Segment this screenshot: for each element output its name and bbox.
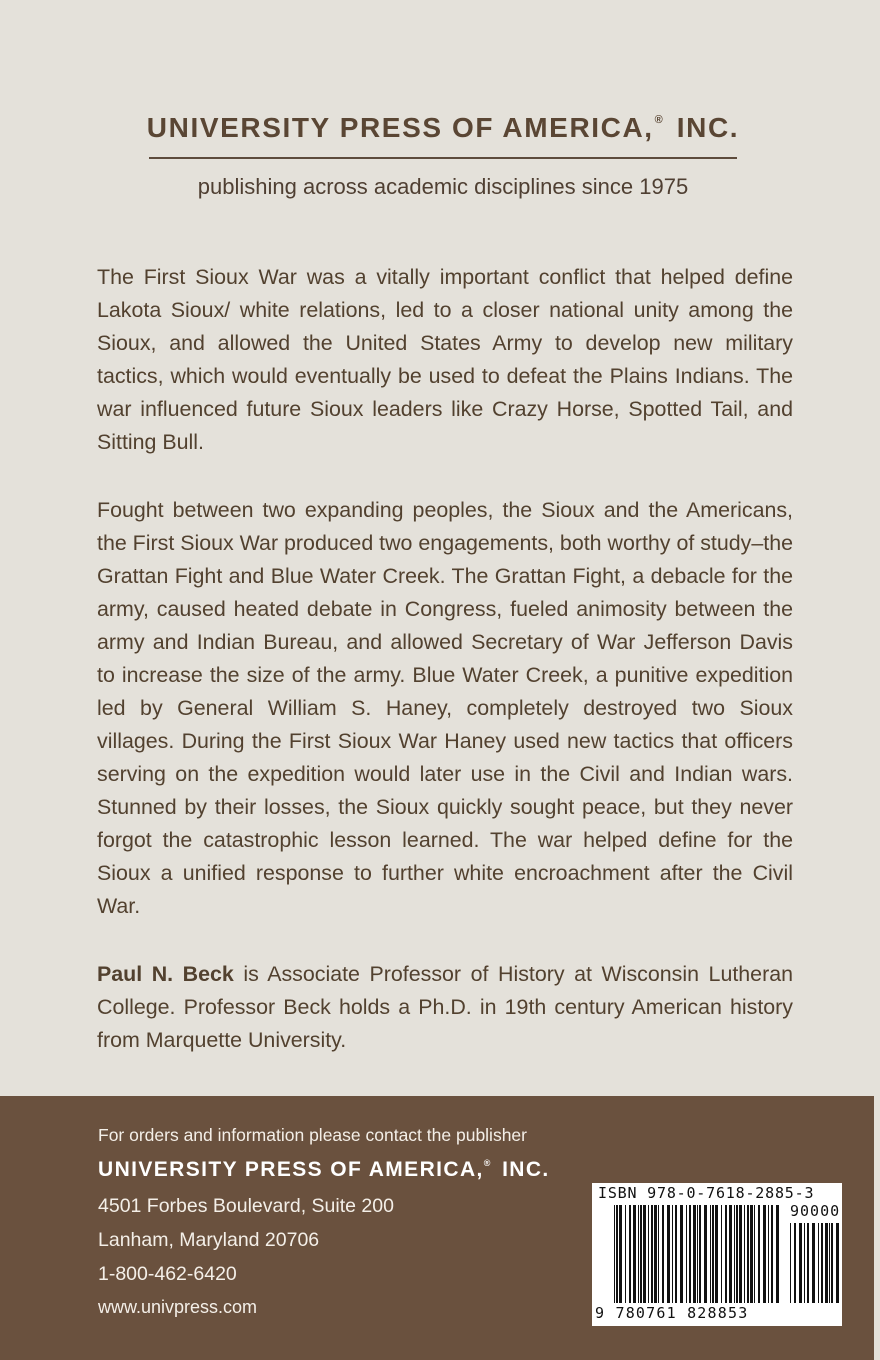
barcode-bar <box>825 1223 828 1303</box>
barcode-bar <box>704 1205 707 1303</box>
barcode-bar <box>648 1205 649 1303</box>
publisher-name: UNIVERSITY PRESS OF AMERICA, <box>146 112 654 143</box>
barcode-bar <box>710 1205 711 1303</box>
ean-digits: 9 780761 828853 <box>595 1304 749 1322</box>
barcode-bar <box>712 1205 714 1303</box>
barcode-bar <box>619 1205 622 1303</box>
publisher-suffix: INC. <box>676 112 740 143</box>
barcode-bar <box>804 1223 805 1303</box>
address-line-1: 4501 Forbes Boulevard, Suite 200 <box>98 1195 394 1217</box>
barcode-bar <box>675 1205 677 1303</box>
barcode-bar <box>699 1205 701 1303</box>
barcode-bar <box>734 1205 735 1303</box>
barcode-bar <box>768 1205 769 1303</box>
barcode-bar <box>747 1205 749 1303</box>
title-divider <box>149 157 737 159</box>
barcode-bar <box>750 1205 753 1303</box>
barcode-bar <box>729 1205 732 1303</box>
isbn-barcode <box>592 1183 842 1326</box>
footer-registered-mark: ® <box>483 1158 492 1168</box>
barcode-bar <box>818 1223 819 1303</box>
phone-number: 1-800-462-6420 <box>98 1263 237 1285</box>
barcode-bar <box>629 1205 631 1303</box>
barcode-bar <box>758 1205 760 1303</box>
barcode-bar <box>672 1205 673 1303</box>
barcode-bar <box>689 1205 691 1303</box>
barcode-bar <box>640 1205 642 1303</box>
barcode-bar <box>776 1205 779 1303</box>
barcode-bar <box>744 1205 745 1303</box>
description-paragraph-1: The First Sioux War was a vitally important conflict that helped define Lakota Sioux/ white relations, led to a closer national unity among the Sioux, and allowed the United States Army to develop new military tactics, which would eventually be used to defeat the Plains Indians. The war influenced future Sioux leaders like Crazy Horse, Spotted Tail, and Sitting Bull. <box>97 265 793 454</box>
footer-publisher-name <box>98 1158 550 1182</box>
barcode-bar <box>799 1223 802 1303</box>
footer-publisher-suffix: INC. <box>502 1158 550 1181</box>
barcode-bar <box>658 1205 659 1303</box>
barcode-bar <box>812 1223 815 1303</box>
barcode-bar <box>633 1205 636 1303</box>
barcode-bar <box>725 1205 727 1303</box>
barcode-bar <box>836 1223 839 1303</box>
barcode-bar <box>680 1205 683 1303</box>
barcode-bar <box>667 1205 670 1303</box>
description-paragraph-2: Fought between two expanding peoples, the Sioux and the Americans, the First Sioux War produced two engagements, both worthy of study–the Grattan Fight and Blue Water Creek. The Grattan Fight, a debacle for the army, caused heated debate in Congress, fueled animosity between the army and Indian Bureau, and allowed Secretary of War Jefferson Davis to increase the size of the army. Blue Water Creek, a punitive expedition led by General William S. Haney, completely destroyed two Sioux villages. During the First Sioux War Haney used new tactics that officers serving on the expedition would later use in the Civil and Indian wars. Stunned by their losses, the Sioux quickly sought peace, but they never forgot the catastrophic lesson learned. The war helped define for the Sioux a unified response to further white encroachment after the Civil War. <box>97 498 793 918</box>
barcode-bar <box>643 1205 646 1303</box>
barcode-bar <box>739 1205 742 1303</box>
registered-mark: ® <box>654 114 665 126</box>
barcode-bar <box>821 1223 823 1303</box>
isbn-number: ISBN 978-0-7618-2885-3 <box>598 1184 815 1202</box>
barcode-bar <box>693 1205 696 1303</box>
price-code: 90000 <box>790 1202 841 1220</box>
barcode-bar <box>715 1205 718 1303</box>
barcode-bar <box>625 1205 626 1303</box>
barcode-bar <box>763 1205 766 1303</box>
barcode-bar <box>831 1223 833 1303</box>
barcode-bar <box>736 1205 738 1303</box>
barcode-bar <box>686 1205 687 1303</box>
barcode-bar <box>807 1223 809 1303</box>
barcode-bar <box>794 1223 796 1303</box>
author-bio-text: is Associate Professor of History at Wisconsin Lutheran College. Professor Beck holds a Ph.D. in 19th century American history from Marquette University. <box>97 962 793 1052</box>
barcode-bar <box>654 1205 657 1303</box>
barcode-bar <box>638 1205 639 1303</box>
barcode-bar <box>616 1205 618 1303</box>
barcode-bar <box>771 1205 773 1303</box>
barcode-bar <box>790 1223 791 1303</box>
barcode-bar <box>829 1223 830 1303</box>
barcode-bar <box>754 1205 755 1303</box>
barcode-bar <box>651 1205 653 1303</box>
barcode-bar <box>614 1205 615 1303</box>
footer-publisher-text: UNIVERSITY PRESS OF AMERICA, <box>98 1158 484 1181</box>
orders-line: For orders and information please contact the publisher <box>98 1125 527 1145</box>
website-link: www.univpress.com <box>98 1297 258 1317</box>
author-name: Paul N. Beck <box>97 962 234 986</box>
publisher-title <box>0 112 880 144</box>
barcode-bar <box>721 1205 722 1303</box>
publisher-tagline: publishing across academic disciplines since 1975 <box>197 174 689 199</box>
barcode-bar <box>662 1205 664 1303</box>
barcode-bar <box>697 1205 698 1303</box>
address-line-2: Lanham, Maryland 20706 <box>98 1229 320 1251</box>
author-bio <box>97 958 793 1057</box>
